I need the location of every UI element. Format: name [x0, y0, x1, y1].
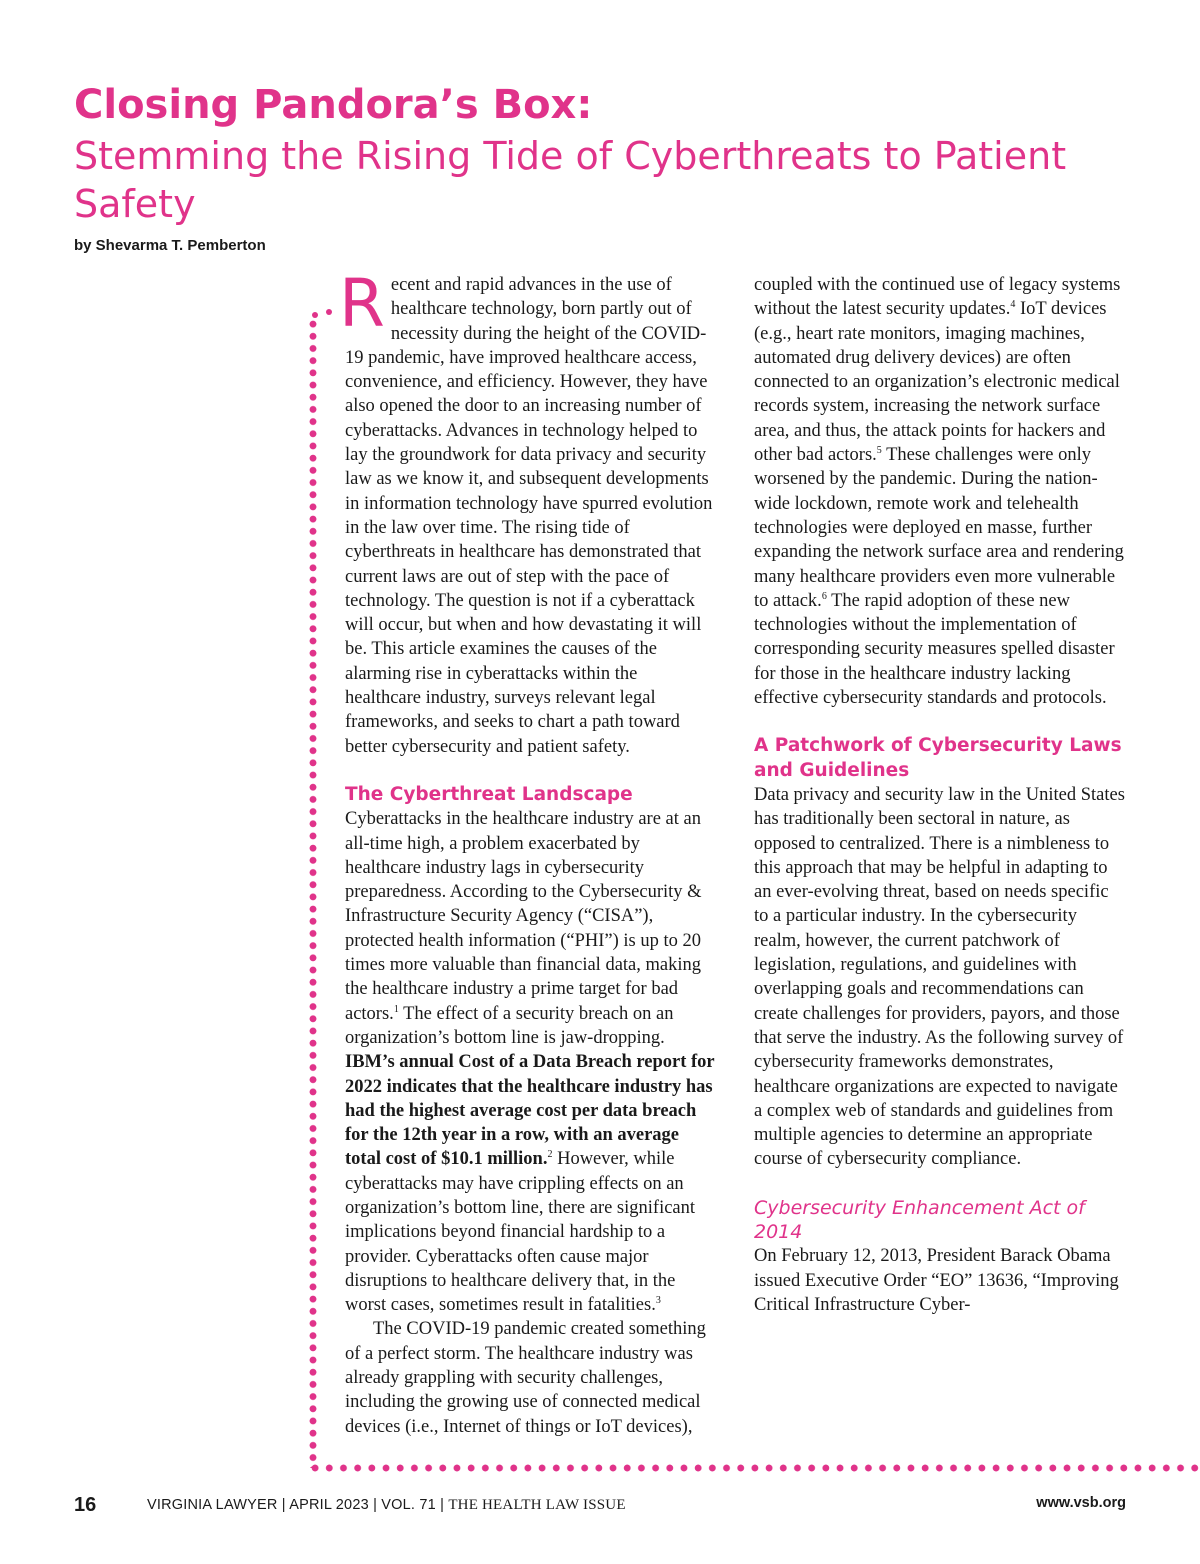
- footnote-ref[interactable]: 3: [655, 1295, 661, 1307]
- article-column-left: [339, 265, 717, 1439]
- body-paragraph: Cyberattacks in the healthcare industry are at an all-time high, a problem exacerbated by healthcare industry lags in cybersecurity preparedness. According to the Cybersecurity & Infrastructure Security Agency (“CISA”), protected health information (“PHI”) is up to 20 times more valuable than financial data, making the healthcare industry a prime target for bad actors.$^1$ The effect of a security breach on an organization’s bottom line is jaw-dropping. IBM’s annual Cost of a Data Breach report for 2022 indicates that the healthcare industry has had the highest average cost per data breach for the 12th year in a row, with an average total cost of $10.1 million.$^2$ However, while cyberattacks may have crippling effects on an organization’s bottom line, there are significant implications beyond financial hardship to a provider. Cyberattacks often cause major disruptions to healthcare delivery that, in the worst cases, sometimes result in fatalities.$^3$: [345, 809, 715, 1316]
- subsection-heading-cybersecurity-act: Cybersecurity Enhancement Act of 2014: [754, 1196, 1085, 1243]
- article-subtitle: Stemming the Rising Tide of Cyberthreats to Patient Safety: [74, 134, 1067, 226]
- footnote-ref[interactable]: 2: [547, 1149, 553, 1161]
- body-paragraph: The COVID-19 pandemic created something of a perfect storm. The healthcare industry was already grappling with security challenges, including the growing use of connected medical devices (i.e., Internet of things or IoT devices),: [345, 1319, 706, 1437]
- intro-paragraph: Recent and rapid advances in the use of healthcare technology, born partly out of necessity during the height of the COVID-19 pandemic, have improved healthcare access, convenience, and efficiency. However, they have also opened the door to an increasing number of cyberattacks. Advances in technology helped to lay the groundwork for data privacy and security law as we know it, and subsequent developments in information technology have spurred evolution in the law over time. The rising tide of cyberthreats in healthcare has demonstrated that current laws are out of step with the pace of technology. The question is not if a cyberattack will occur, but when and how devastating it will be. This article examines the causes of the alarming rise in cyberattacks within the healthcare industry, surveys relevant legal frameworks, and seeks to chart a path toward better cybersecurity and patient safety.: [339, 265, 713, 757]
- body-paragraph-continued: coupled with the continued use of legacy systems without the latest security updates.$^4$ IoT devices (e.g., heart rate monitors, imaging machines, automated drug delivery devices) are often connected to an organization’s electronic medical records system, increasing the network surface area, and thus, the attack points for hackers and other bad actors.$^5$ These challenges were only worsened by the pandemic. During the nation-wide lockdown, remote work and telehealth technologies were deployed en masse, further expanding the network surface area and rendering many healthcare providers even more vulnerable to attack.$^6$ The rapid adoption of these new technologies without the implementation of corresponding security measures spelled disaster for those in the healthcare industry lacking effective cybersecurity standards and protocols.: [754, 275, 1124, 709]
- section-heading-cyberthreat-landscape: The Cyberthreat Landscape: [345, 783, 633, 805]
- footnote-ref[interactable]: 4: [1010, 299, 1016, 311]
- footnote-ref[interactable]: 1: [393, 1003, 399, 1015]
- footnote-ref[interactable]: 5: [876, 444, 882, 456]
- article-title: Closing Pandora’s Box:: [74, 82, 593, 128]
- publication-info: VIRGINIA LAWYER | APRIL 2023 | VOL. 71 | THE HEALTH LAW ISSUE: [147, 1497, 626, 1513]
- section-heading-patchwork: A Patchwork of Cybersecurity Laws and Guidelines: [754, 735, 1122, 781]
- drop-cap: R: [339, 265, 385, 342]
- page-number: 16: [74, 1494, 97, 1516]
- dotted-border-vertical: [308, 318, 318, 1468]
- footnote-ref[interactable]: 6: [821, 590, 827, 602]
- decorative-dot: [326, 309, 332, 315]
- bold-highlight: IBM’s annual Cost of a Data Breach report for 2022 indicates that the healthcare industry has had the highest average cost per data breach for the 12th year in a row, with an average total cost of $10.1 million.: [345, 1052, 715, 1170]
- dotted-border-horizontal: [308, 1463, 1200, 1473]
- website-link[interactable]: www.vsb.org: [1036, 1495, 1126, 1511]
- article-column-right: [754, 273, 1126, 1317]
- byline: by Shevarma T. Pemberton: [74, 237, 266, 254]
- body-paragraph: On February 12, 2013, President Barack Obama issued Executive Order “EO” 13636, “Improving Critical Infrastructure Cyber-: [754, 1246, 1119, 1315]
- body-paragraph: Data privacy and security law in the United States has traditionally been sectoral in nature, as opposed to centralized. There is a nimbleness to this approach that may be helpful in adapting to an ever-evolving threat, based on needs specific to a particular industry. In the cybersecurity realm, however, the current patchwork of legislation, regulations, and guidelines with overlapping goals and recommendations can create challenges for providers, payors, and those that serve the industry. As the following survey of cybersecurity frameworks demonstrates, healthcare organizations are expected to navigate a complex web of standards and guidelines from multiple agencies to determine an appropriate course of cybersecurity compliance.: [754, 784, 1125, 1170]
